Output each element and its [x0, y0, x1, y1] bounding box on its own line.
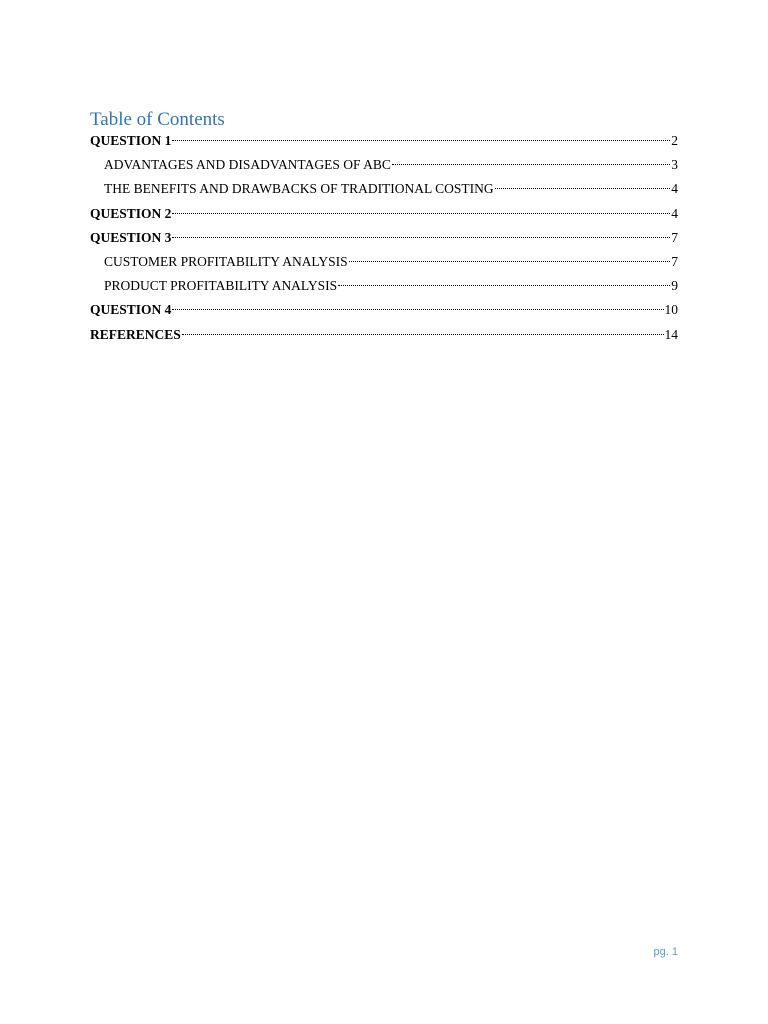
toc-entry-product-profitability-analysis[interactable] — [90, 276, 678, 300]
toc-entry-page: 3 — [671, 157, 678, 173]
toc-entry-page: 9 — [671, 278, 678, 294]
toc-list — [90, 131, 678, 349]
footer-page-number: pg. 1 — [653, 946, 678, 958]
toc-entry-question-3[interactable] — [90, 228, 678, 252]
toc-dot-leader — [182, 334, 664, 335]
toc-entry-text: QUESTION 3 — [90, 229, 172, 245]
toc-entry-question-4[interactable] — [90, 300, 678, 324]
toc-entry-benefits-drawbacks-traditional-costing[interactable] — [90, 179, 678, 203]
toc-entry-text: QUESTION 4 — [90, 302, 172, 318]
toc-dot-leader — [338, 285, 670, 286]
toc-entry-text: ADVANTAGES AND DISADVANTAGES OF ABC — [104, 157, 391, 173]
toc-entry-text: THE BENEFITS AND DRAWBACKS OF TRADITIONAL COSTING — [104, 181, 494, 197]
toc-entry-page: 10 — [664, 302, 678, 318]
toc-entry-advantages-disadvantages-abc[interactable] — [90, 155, 678, 179]
toc-entry-page: 2 — [671, 133, 678, 148]
toc-dot-leader — [495, 188, 671, 189]
toc-entry-text: CUSTOMER PROFITABILITY ANALYSIS — [104, 253, 348, 269]
toc-entry-page: 7 — [671, 229, 678, 245]
toc-entry-text: QUESTION 1 — [90, 133, 172, 148]
toc-dot-leader — [392, 164, 670, 165]
toc-dot-leader — [172, 309, 663, 310]
toc-entry-page: 14 — [664, 326, 678, 342]
toc-dot-leader — [172, 213, 670, 214]
toc-entry-question-2[interactable] — [90, 204, 678, 228]
toc-entry-question-1[interactable] — [90, 131, 678, 155]
toc-entry-references[interactable] — [90, 325, 678, 349]
toc-entry-page: 7 — [671, 253, 678, 269]
toc-entry-text: QUESTION 2 — [90, 205, 172, 221]
toc-dot-leader — [172, 140, 670, 141]
toc-entry-text: PRODUCT PROFITABILITY ANALYSIS — [104, 278, 338, 294]
toc-dot-leader — [349, 261, 671, 262]
toc-entry-page: 4 — [671, 181, 678, 197]
toc-entry-page: 4 — [671, 205, 678, 221]
toc-title: Table of Contents — [90, 109, 225, 130]
toc-entry-customer-profitability-analysis[interactable] — [90, 252, 678, 276]
toc-dot-leader — [172, 237, 670, 238]
toc-entry-text: REFERENCES — [90, 326, 181, 342]
